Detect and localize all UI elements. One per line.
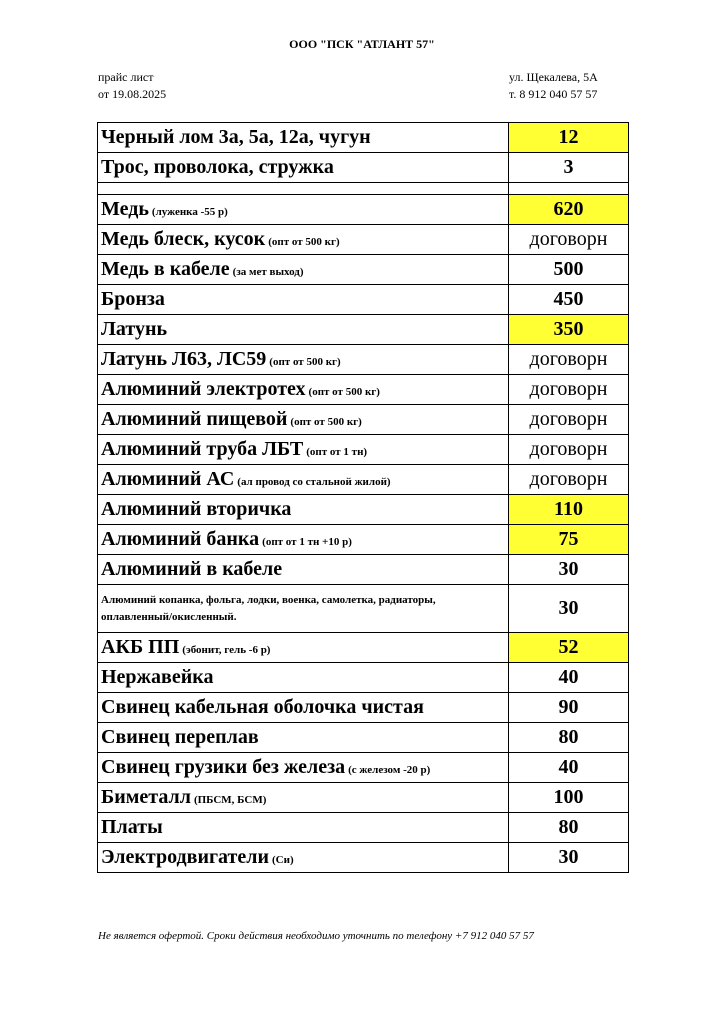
item-name-cell — [98, 555, 509, 585]
item-price: 30 — [509, 555, 629, 585]
table-row — [98, 465, 629, 495]
item-price: 3 — [509, 153, 629, 183]
item-name-cell — [98, 375, 509, 405]
item-price: договорн — [509, 375, 629, 405]
table-row — [98, 663, 629, 693]
item-name-cell — [98, 153, 509, 183]
item-price: договорн — [509, 465, 629, 495]
document-info — [98, 69, 166, 103]
table-row — [98, 183, 629, 195]
document-type: прайс лист — [98, 70, 154, 84]
item-name-cell — [98, 123, 509, 153]
item-price: 52 — [509, 633, 629, 663]
company-name: ООО "ПСК "АТЛАНТ 57" — [289, 37, 435, 51]
table-row — [98, 153, 629, 183]
item-price: 30 — [509, 843, 629, 873]
table-row — [98, 225, 629, 255]
item-name: Медь блеск, кусок — [101, 228, 266, 250]
item-name: АКБ ПП — [101, 636, 180, 658]
item-name-cell — [98, 693, 509, 723]
item-name-cell — [98, 525, 509, 555]
table-row — [98, 495, 629, 525]
item-price: 40 — [509, 663, 629, 693]
table-row — [98, 255, 629, 285]
contact-info — [509, 69, 598, 103]
item-name: Электродвигатели — [101, 846, 269, 868]
item-note: (опт от 1 тн) — [306, 446, 368, 458]
item-name-cell — [98, 345, 509, 375]
item-price: 100 — [509, 783, 629, 813]
item-name: Черный лом 3а, 5а, 12а, чугун — [101, 126, 371, 148]
item-price — [509, 183, 629, 195]
table-row — [98, 123, 629, 153]
item-name: Свинец кабельная оболочка чистая — [101, 696, 424, 718]
item-price: 350 — [509, 315, 629, 345]
item-price: договорн — [509, 345, 629, 375]
table-row — [98, 525, 629, 555]
item-name: Алюминий вторичка — [101, 498, 292, 520]
item-name: Биметалл — [101, 786, 191, 808]
item-price: 450 — [509, 285, 629, 315]
item-name-cell — [98, 663, 509, 693]
item-name-cell — [98, 495, 509, 525]
item-price: 110 — [509, 495, 629, 525]
item-note: (за мет выход) — [232, 266, 304, 278]
item-name: Латунь — [101, 318, 168, 340]
item-price: 12 — [509, 123, 629, 153]
item-name-cell — [98, 465, 509, 495]
table-row — [98, 195, 629, 225]
table-row — [98, 783, 629, 813]
item-price: договорн — [509, 435, 629, 465]
item-note: (с железом -20 р) — [348, 764, 431, 776]
item-name-cell — [98, 315, 509, 345]
item-name: Платы — [101, 816, 163, 838]
item-name: Свинец переплав — [101, 726, 259, 748]
item-note: (опт от 500 кг) — [308, 386, 380, 398]
item-name-cell — [98, 783, 509, 813]
table-row — [98, 843, 629, 873]
item-name: Свинец грузики без железа — [101, 756, 346, 778]
item-name: Медь в кабеле — [101, 258, 230, 280]
item-name-cell — [98, 435, 509, 465]
item-name: Алюминий в кабеле — [101, 558, 283, 580]
item-note: (Си) — [272, 854, 294, 866]
document-date: от 19.08.2025 — [98, 87, 167, 101]
item-name-cell — [98, 813, 509, 843]
item-name: Алюминий труба ЛБТ — [101, 438, 304, 460]
item-note: (ПБСМ, БСМ) — [193, 794, 267, 806]
item-name: Алюминий банка — [101, 528, 260, 550]
table-row — [98, 405, 629, 435]
item-note: (эбонит, гель -6 р) — [182, 644, 271, 656]
item-price: 620 — [509, 195, 629, 225]
table-row — [98, 633, 629, 663]
item-note: (опт от 1 тн +10 р) — [262, 536, 352, 548]
table-row — [98, 753, 629, 783]
item-price: 90 — [509, 693, 629, 723]
item-price: договорн — [509, 225, 629, 255]
table-row — [98, 315, 629, 345]
company-address: ул. Щекалева, 5А — [509, 70, 598, 84]
item-name-cell — [98, 723, 509, 753]
table-row — [98, 375, 629, 405]
item-name: Латунь Л63, ЛС59 — [101, 348, 267, 370]
item-name-cell — [98, 183, 509, 195]
item-price: договорн — [509, 405, 629, 435]
item-price: 80 — [509, 813, 629, 843]
item-name-cell — [98, 585, 509, 633]
item-name-cell — [98, 633, 509, 663]
price-table — [97, 122, 629, 873]
item-note: (ал провод со стальной жилой) — [237, 476, 391, 488]
item-name-cell — [98, 753, 509, 783]
item-name: Алюминий электротех — [101, 378, 306, 400]
item-name-cell — [98, 225, 509, 255]
table-row — [98, 555, 629, 585]
company-phone: т. 8 912 040 57 57 — [509, 87, 598, 101]
item-price: 80 — [509, 723, 629, 753]
item-price: 30 — [509, 585, 629, 633]
table-row — [98, 693, 629, 723]
table-row — [98, 435, 629, 465]
item-note: (луженка -55 р) — [151, 206, 228, 218]
item-name: Медь — [101, 198, 149, 220]
item-name-cell — [98, 843, 509, 873]
item-name-cell — [98, 285, 509, 315]
item-name-cell — [98, 405, 509, 435]
item-name: Нержавейка — [101, 666, 214, 688]
table-row — [98, 723, 629, 753]
item-name: Алюминий копанка, фольга, лодки, военка, самолетка, радиаторы, оплавленный/окисленный. — [101, 593, 436, 623]
item-name: Алюминий пищевой — [101, 408, 288, 430]
table-row — [98, 285, 629, 315]
table-row — [98, 813, 629, 843]
table-row — [98, 345, 629, 375]
item-name: Алюминий АС — [101, 468, 235, 490]
disclaimer: Не является офертой. Сроки действия необходимо уточнить по телефону +7 912 040 57 57 — [98, 930, 534, 942]
item-name: Трос, проволока, стружка — [101, 156, 334, 178]
item-name: Бронза — [101, 288, 165, 310]
item-name-cell — [98, 195, 509, 225]
item-price: 75 — [509, 525, 629, 555]
item-note: (опт от 500 кг) — [290, 416, 362, 428]
table-row — [98, 585, 629, 633]
item-name-cell — [98, 255, 509, 285]
item-price: 40 — [509, 753, 629, 783]
item-note: (опт от 500 кг) — [268, 236, 340, 248]
item-price: 500 — [509, 255, 629, 285]
item-note: (опт от 500 кг) — [269, 356, 341, 368]
